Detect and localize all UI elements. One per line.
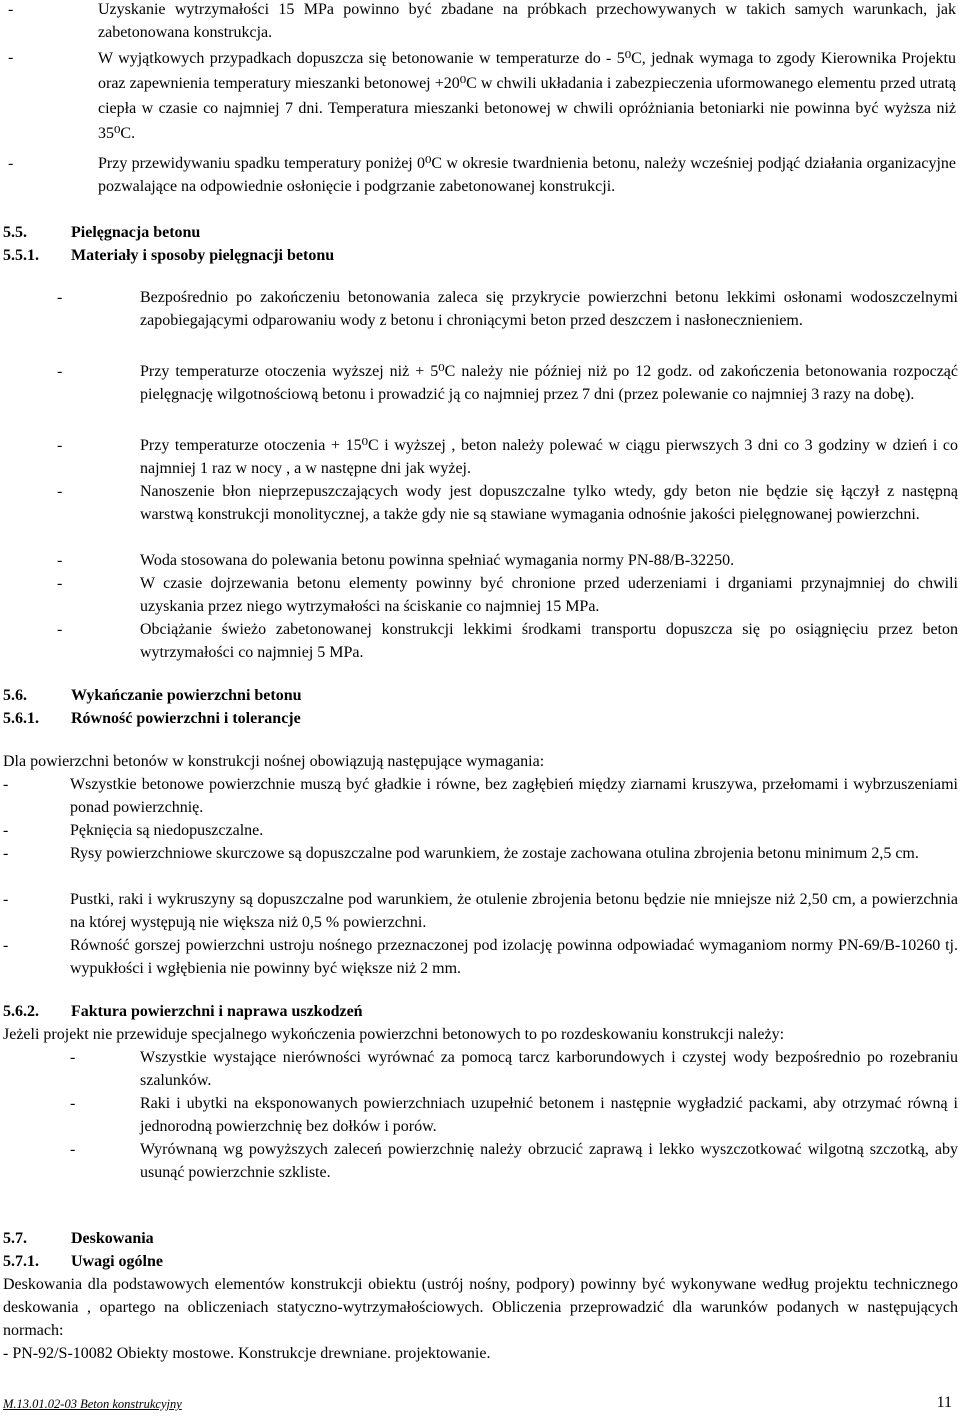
list-dash: - (3, 845, 9, 862)
section-number: 5.7. (3, 1230, 27, 1247)
section-number: 5.5.1. (3, 247, 39, 264)
paragraph: Deskowania dla podstawowych elementów konstrukcji obiektu (ustrój nośny, podpory) powinny być wykonywane według projektu technicznego deskowania , opartego na obliczeniach statyczno-wytrzymałościowych. Obliczenia przeprowadzić dla warunków podanych w następujących normach: (3, 1276, 958, 1339)
list-item: Woda stosowana do polewania betonu powinna spełniać wymagania normy PN-88/B-32250. (140, 552, 735, 569)
section-title: Materiały i sposoby pielęgnacji betonu (71, 247, 335, 264)
list-item: Obciążanie świeżo zabetonowanej konstrukcji lekkimi środkami transportu dopuszcza się po osiągnięciu przez beton wytrzymałości co najmniej 5 MPa. (140, 621, 958, 661)
list-item: Wszystkie betonowe powierzchnie muszą być gładkie i równe, bez zagłębień między ziarnami kruszywa, przełomami i wybrzuszeniami ponad powierzchnię. (70, 776, 958, 816)
list-dash: - (3, 776, 9, 793)
list-item: Przy przewidywaniu spadku temperatury poniżej 0⁰C w okresie twardnienia betonu, należy wcześniej podjąć działania organizacyjne pozwalające na odpowiednie osłonięcie i podgrzanie zabetonowanej konstrukcji. (98, 155, 956, 195)
list-dash: - (70, 1095, 76, 1112)
norm-reference: - PN-92/S-10082 Obiekty mostowe. Konstrukcje drewniane. projektowanie. (3, 1345, 491, 1362)
section-title: Deskowania (71, 1230, 154, 1247)
list-item: Przy temperaturze otoczenia + 15⁰C i wyższej , beton należy polewać w ciągu pierwszych 3 dni co 3 godziny w dzień i co najmniej 1 raz w nocy , a w następne dni jak wyżej. (140, 437, 958, 477)
section-heading-5-5 (3, 221, 603, 244)
section-heading-5-6 (3, 684, 603, 707)
list-item: Uzyskanie wytrzymałości 15 MPa powinno być zbadane na próbkach przechowywanych w takich samych warunkach, jak zabetonowana konstrukcja. (98, 1, 956, 41)
list-item: Wszystkie wystające nierówności wyrównać za pomocą tarcz karborundowych i czystej wody bezpośrednio po rozebraniu szalunków. (140, 1049, 958, 1089)
list-dash: - (8, 49, 14, 66)
section-number: 5.6.1. (3, 710, 39, 727)
list-dash: - (8, 155, 14, 172)
list-dash: - (70, 1049, 76, 1066)
list-item: Pęknięcia są niedopuszczalne. (70, 822, 264, 839)
list-dash: - (3, 891, 9, 908)
section-title: Pielęgnacja betonu (71, 224, 201, 241)
list-dash: - (70, 1141, 76, 1158)
list-item: Równość gorszej powierzchni ustroju nośnego przeznaczonej pod izolację powinna odpowiadać wymaganiom normy PN-69/B-10260 tj. wypukłości i wgłębienia nie powinny być większe niż 2 mm. (70, 937, 958, 977)
section-title: Równość powierzchni i tolerancje (71, 710, 301, 727)
section-heading-5-6-2 (3, 1000, 603, 1023)
list-dash: - (57, 575, 63, 592)
section-number: 5.5. (3, 224, 27, 241)
section-heading-5-5-1 (3, 244, 603, 267)
footer-document-reference: M.13.01.02-03 Beton konstrukcyjny (3, 1397, 182, 1411)
list-item: Nanoszenie błon nieprzepuszczających wody jest dopuszczalne tylko wtedy, gdy beton nie będzie się łączył z następną warstwą konstrukcji monolitycznej, a także gdy nie są stawiane wymagania odnośnie jakości pielęgnowanej powierzchni. (140, 483, 958, 523)
list-dash: - (57, 483, 63, 500)
list-dash: - (57, 437, 63, 454)
section-title: Uwagi ogólne (71, 1253, 163, 1270)
section-title: Wykańczanie powierzchni betonu (71, 687, 302, 704)
paragraph: Dla powierzchni betonów w konstrukcji nośnej obowiązują następujące wymagania: (3, 753, 545, 770)
list-item: Pustki, raki i wykruszyny są dopuszczalne pod warunkiem, że otulenie zbrojenia betonu będzie nie mniejsze niż 2,50 cm, a powierzchnia na której występują nie większa niż 0,5 % powierzchni. (70, 891, 958, 931)
list-dash: - (3, 822, 9, 839)
list-dash: - (57, 289, 63, 306)
list-item: Wyrównaną wg powyższych zaleceń powierzchnię należy obrzucić zaprawą i lekko wyszczotkować wilgotną szczotką, aby usunąć powierzchnie szkliste. (140, 1141, 958, 1181)
list-dash: - (8, 1, 14, 18)
list-item: Bezpośrednio po zakończeniu betonowania zaleca się przykrycie powierzchni betonu lekkimi osłonami wodoszczelnymi zapobiegającymi odparowaniu wody z betonu i chroniącymi beton przed deszczem i nasłonecznieniem. (140, 289, 958, 329)
list-dash: - (3, 937, 9, 954)
section-heading-5-6-1 (3, 707, 603, 730)
list-dash: - (57, 621, 63, 638)
list-item: Raki i ubytki na eksponowanych powierzchniach uzupełnić betonem i następnie wygładzić packami, aby otrzymać równą i jednorodną powierzchnię bez dołków i porów. (140, 1095, 958, 1135)
section-number: 5.6.2. (3, 1003, 39, 1020)
section-title: Faktura powierzchni i naprawa uszkodzeń (71, 1003, 363, 1020)
section-heading-5-7 (3, 1227, 603, 1250)
list-item: Rysy powierzchniowe skurczowe są dopuszczalne pod warunkiem, że zostaje zachowana otulina zbrojenia betonu minimum 2,5 cm. (70, 845, 919, 862)
page-number: 11 (936, 1394, 952, 1411)
list-item: W wyjątkowych przypadkach dopuszcza się betonowanie w temperaturze do - 5⁰C, jednak wymaga to zgody Kierownika Projektu oraz zapewnienia temperatury mieszanki betonowej +20⁰C w chwili układania i zabezpieczenia uformowanego elementu przed utratą ciepła w czasie co najmniej 7 dni. Temperatura mieszanki betonowej w chwili opróżniania betoniarki nie powinna być wyższa niż 35⁰C. (98, 50, 956, 142)
list-dash: - (57, 552, 63, 569)
section-number: 5.7.1. (3, 1253, 39, 1270)
section-number: 5.6. (3, 687, 27, 704)
list-dash: - (57, 363, 63, 380)
paragraph: Jeżeli projekt nie przewiduje specjalnego wykończenia powierzchni betonowych to po rozdeskowaniu konstrukcji należy: (3, 1026, 785, 1043)
list-item: Przy temperaturze otoczenia wyższej niż + 5⁰C należy nie później niż po 12 godz. od zakończenia betonowania rozpocząć pielęgnację wilgotnościową betonu i prowadzić ją co najmniej przez 7 dni (przez polewanie co najmniej 3 razy na dobę). (140, 363, 958, 403)
list-item: W czasie dojrzewania betonu elementy powinny być chronione przed uderzeniami i drganiami przynajmniej do chwili uzyskania przez niego wytrzymałości na ściskanie co najmniej 15 MPa. (140, 575, 958, 615)
section-heading-5-7-1 (3, 1250, 603, 1273)
